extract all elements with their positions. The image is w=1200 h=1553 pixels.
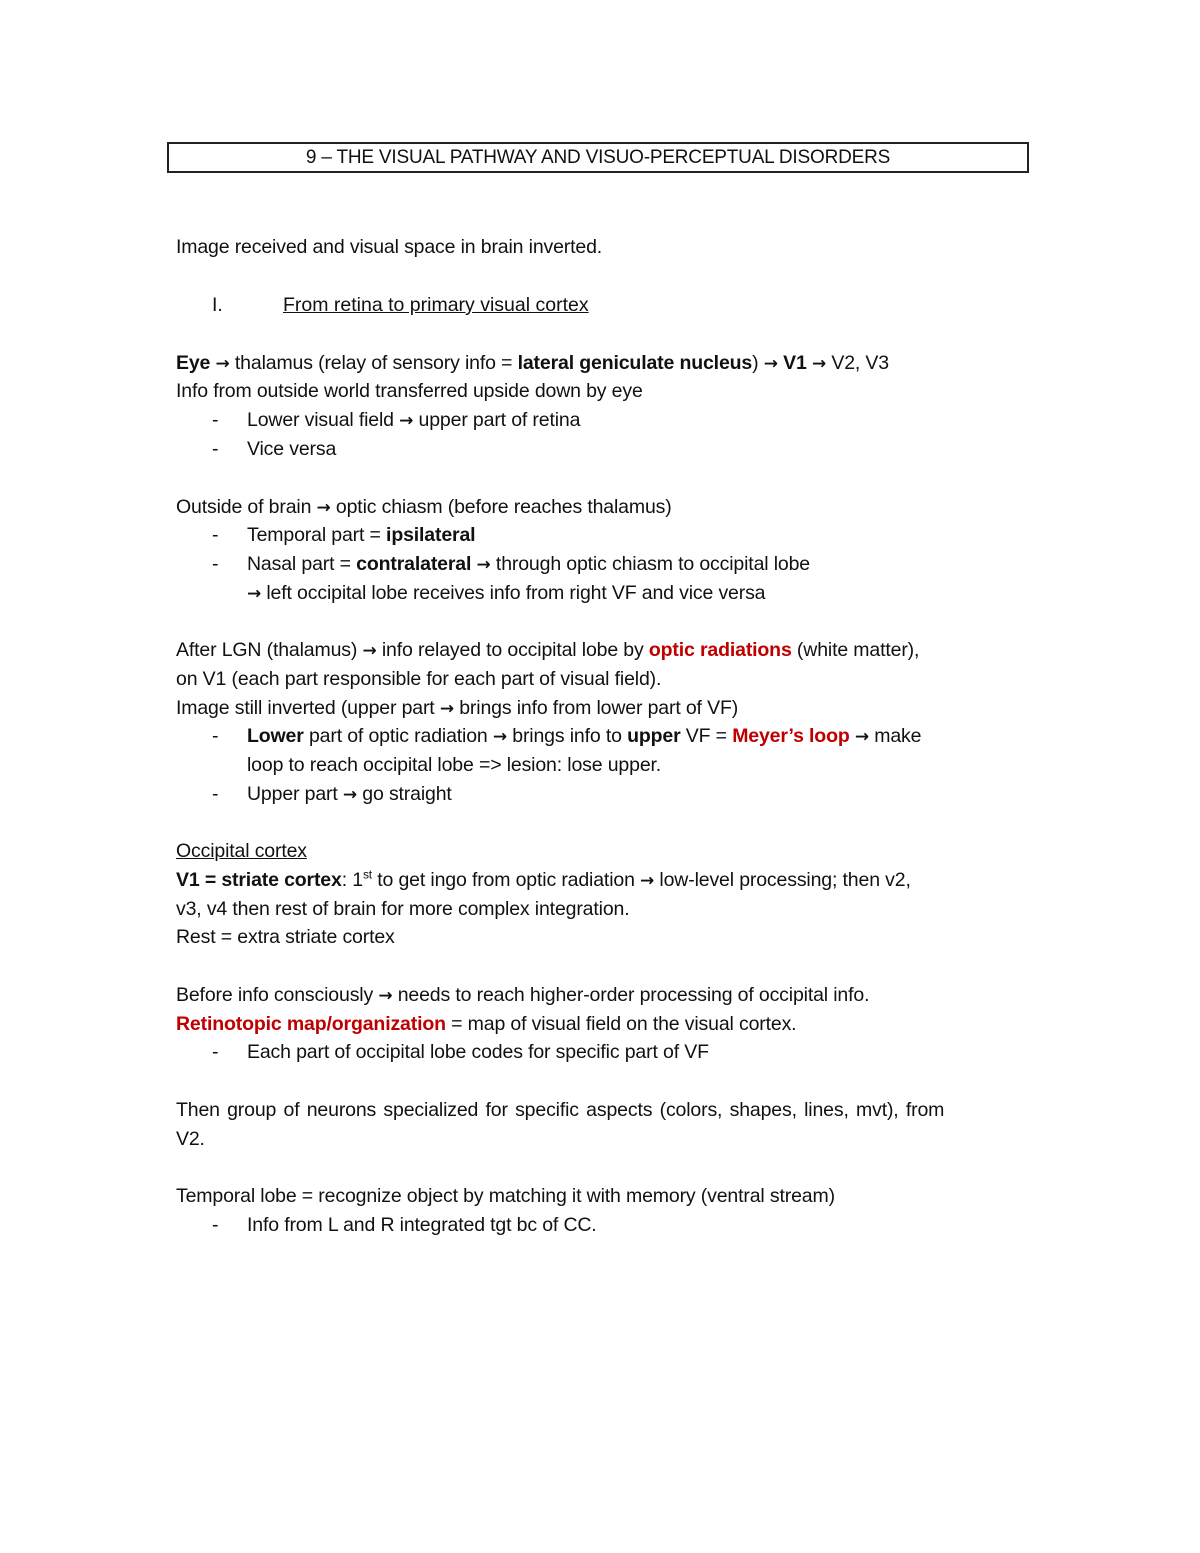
arrow-icon: →: [492, 727, 507, 747]
section-heading: From retina to primary visual cortex: [283, 294, 589, 316]
intro-line: Image received and visual space in brain inverted.: [176, 236, 603, 258]
p3-line2: on V1 (each part responsible for each part of visual field).: [176, 668, 662, 690]
bullet-dash: -: [212, 409, 219, 431]
bullet-dash: -: [212, 725, 219, 747]
arrow-icon: →: [247, 584, 262, 604]
p2-item2: Nasal part = contralateral → through optic chiasm to occipital lobe: [247, 553, 810, 575]
arrow-icon: →: [342, 785, 358, 805]
p3-item1-cont: loop to reach occipital lobe => lesion: lose upper.: [247, 754, 662, 776]
p1-line1: Eye → thalamus (relay of sensory info = lateral geniculate nucleus) → V1 → V2, V3: [176, 352, 889, 374]
p2-line1: Outside of brain → optic chiasm (before reaches thalamus): [176, 496, 672, 518]
arrow-icon: →: [215, 354, 230, 374]
p3-line1: After LGN (thalamus) → info relayed to occipital lobe by optic radiations (white matter),: [176, 639, 920, 661]
p1-item2: Vice versa: [247, 438, 337, 460]
p3-item2: Upper part → go straight: [247, 783, 452, 805]
arrow-icon: →: [316, 498, 331, 518]
arrow-icon: →: [439, 699, 454, 719]
arrow-icon: →: [399, 411, 414, 431]
title-text: 9 – THE VISUAL PATHWAY AND VISUO-PERCEPTUAL DISORDERS: [305, 146, 891, 168]
p3-line3: Image still inverted (upper part → brings info from lower part of VF): [176, 697, 739, 719]
p5-item1: Each part of occipital lobe codes for specific part of VF: [247, 1041, 709, 1063]
arrow-icon: →: [476, 555, 491, 575]
arrow-icon: →: [640, 871, 655, 891]
p6-line2: V2.: [176, 1128, 205, 1150]
arrow-icon: →: [378, 986, 393, 1006]
p2-item2-cont: → left occipital lobe receives info from right VF and vice versa: [247, 582, 766, 604]
arrow-icon: →: [362, 641, 377, 661]
bullet-dash: -: [212, 1041, 219, 1063]
arrow-icon: →: [763, 354, 778, 374]
p2-item1: Temporal part = ipsilateral: [247, 524, 476, 546]
arrow-icon: →: [811, 354, 827, 374]
p7-line1: Temporal lobe = recognize object by matching it with memory (ventral stream): [176, 1185, 835, 1207]
p5-line1: Before info consciously → needs to reach higher-order processing of occipital info.: [176, 984, 870, 1006]
bullet-dash: -: [212, 1214, 219, 1236]
p7-item1: Info from L and R integrated tgt bc of CC.: [247, 1214, 597, 1236]
document-title: [167, 142, 1029, 173]
section-numeral: I.: [212, 294, 223, 316]
p5-line2: Retinotopic map/organization = map of visual field on the visual cortex.: [176, 1013, 797, 1035]
p4-line1: V1 = striate cortex: 1st to get ingo from optic radiation → low-level processing; then v2,: [176, 867, 911, 891]
p3-item1: Lower part of optic radiation → brings info to upper VF = Meyer’s loop → make: [247, 725, 922, 747]
bullet-dash: -: [212, 783, 219, 805]
bullet-dash: -: [212, 553, 219, 575]
p6-line1: Then group of neurons specialized for specific aspects (colors, shapes, lines, mvt), from: [176, 1099, 945, 1121]
bullet-dash: -: [212, 438, 219, 460]
p4-line3: Rest = extra striate cortex: [176, 926, 395, 948]
bullet-dash: -: [212, 524, 219, 546]
p1-line2: Info from outside world transferred upside down by eye: [176, 380, 643, 402]
p4-heading: Occipital cortex: [176, 840, 307, 862]
arrow-icon: →: [854, 727, 869, 747]
p4-line2: v3, v4 then rest of brain for more complex integration.: [176, 898, 630, 920]
p1-item1: Lower visual field → upper part of retina: [247, 409, 581, 431]
